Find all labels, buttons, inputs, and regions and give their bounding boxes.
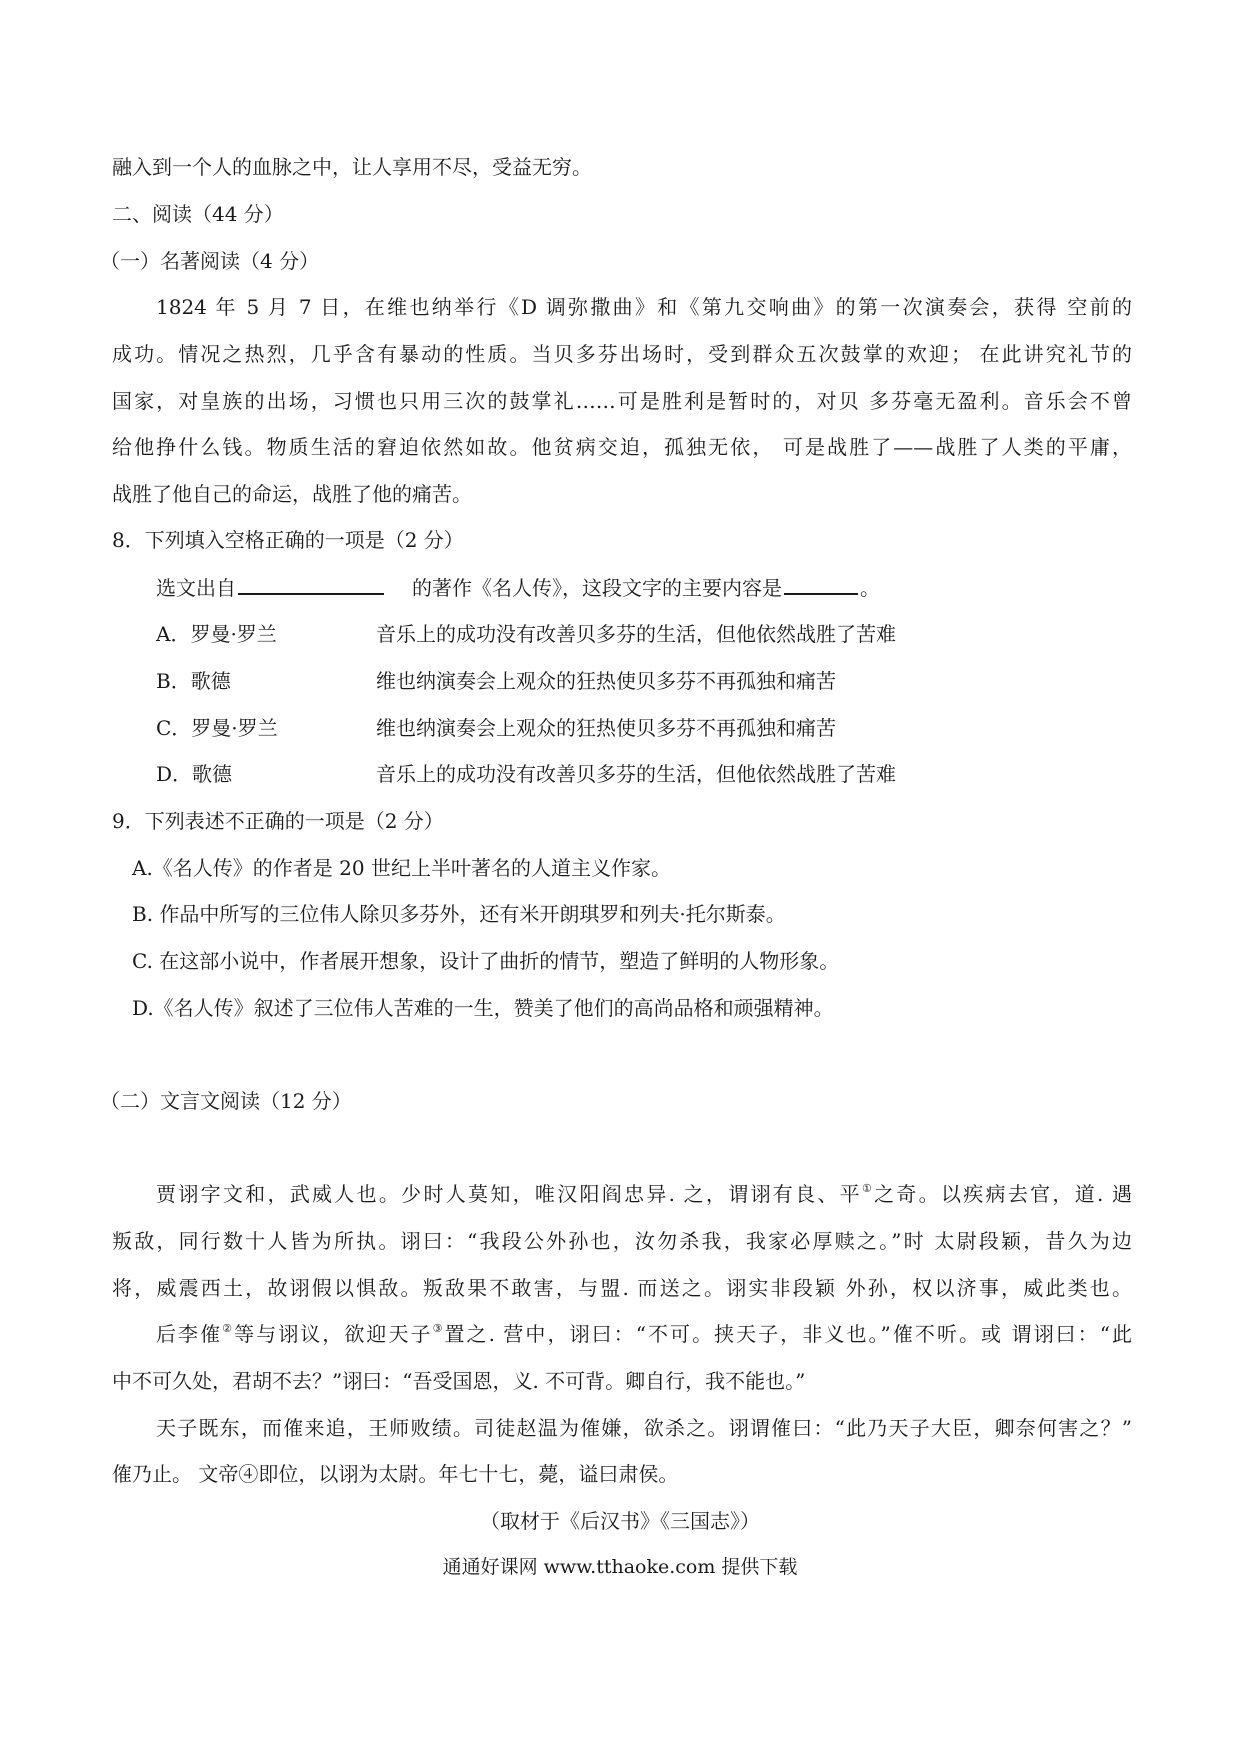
- option-b: [156, 667, 1176, 695]
- footnote-marker: ①: [861, 1182, 875, 1195]
- passage-text: 等与诩议，欲迎天子: [234, 1322, 433, 1346]
- question-8-stem: [156, 573, 1176, 602]
- option-c: [156, 714, 1176, 742]
- option-label: B．歌德: [156, 669, 231, 693]
- passage-line: 国家，对皇族的出场，习惯也只用三次的鼓掌礼……可是胜利是暂时的，对贝 多芬毫无盈利。音乐会不曾: [112, 389, 1132, 413]
- option-b: B. 作品中所写的三位伟人除贝多芬外，还有米开朗琪罗和列夫·托尔斯泰。: [132, 902, 786, 926]
- passage-line: 中不可久处，君胡不去？”诩曰：“吾受国恩，义. 不可背。卿自行，我不能也。”: [112, 1369, 806, 1393]
- passage-text: 贾诩字文和，武威人也。少时人莫知，唯汉阳阎忠异. 之，谓诩有良、平: [156, 1182, 862, 1206]
- subsection-heading-classical-chinese: （二）文言文阅读（12 分）: [100, 1089, 352, 1113]
- question-9: 9．下列表述不正确的一项是（2 分）: [112, 809, 444, 833]
- passage-line: 傕乃止。 文帝④即位，以诩为太尉。年七十七，薨，谥曰肃侯。: [112, 1462, 679, 1486]
- section-heading-reading: 二、阅读（44 分）: [112, 202, 284, 226]
- option-d: D.《名人传》叙述了三位伟人苦难的一生，赞美了他们的高尚品格和顽强精神。: [132, 996, 834, 1020]
- passage-line: 叛敌，同行数十人皆为所执。诩曰：“我段公外孙也，汝勿杀我，我家必厚赎之。”时 太尉段颖，昔久为边: [112, 1229, 1132, 1253]
- option-d: [156, 760, 1176, 788]
- option-a: [156, 620, 1176, 648]
- option-text: 音乐上的成功没有改善贝多芬的生活，但他依然战胜了苦难: [376, 622, 896, 646]
- passage-text: 置之. 营中，诩曰：“不可。挟天子，非义也。”傕不听。或 谓诩曰：“此: [444, 1322, 1133, 1346]
- page-footer: 通通好课网 www.tthaoke.com 提供下载: [442, 1556, 798, 1578]
- option-label: D．歌德: [156, 762, 233, 786]
- paragraph-line: 融入到一个人的血脉之中，让人享用不尽，受益无穷。: [112, 155, 592, 179]
- passage-text: 后李傕: [156, 1322, 223, 1346]
- passage-line: 1824 年 5 月 7 日，在维也纳举行《D 调弥撒曲》和《第九交响曲》的第一次演奏会，获得 空前的: [156, 295, 1132, 319]
- passage-line: 成功。情况之热烈，几乎含有暴动的性质。当贝多芬出场时，受到群众五次鼓掌的欢迎； 在此讲究礼节的: [112, 342, 1132, 366]
- footnote-marker: ②: [222, 1322, 235, 1335]
- passage-line: 将，威震西土，故诩假以惧敌。叛敌果不敢害，与盟. 而送之。诩实非段颖 外孙，权以济事，威此类也。: [112, 1276, 1132, 1300]
- stem-text: 。: [860, 576, 880, 600]
- option-text: 音乐上的成功没有改善贝多芬的生活，但他依然战胜了苦难: [376, 762, 896, 786]
- option-text: 维也纳演奏会上观众的狂热使贝多芬不再孤独和痛苦: [376, 669, 836, 693]
- passage-line: [156, 1320, 1132, 1348]
- answer-blank: [784, 573, 858, 595]
- option-text: 维也纳演奏会上观众的狂热使贝多芬不再孤独和痛苦: [376, 716, 836, 740]
- passage-line: 给他挣什么钱。物质生活的窘迫依然如故。他贫病交迫，孤独无依， 可是战胜了——战胜了人类的平庸，: [112, 435, 1132, 459]
- footnote-marker: ③: [432, 1322, 445, 1335]
- stem-text: 的著作《名人传》，这段文字的主要内容是: [412, 576, 782, 600]
- passage-line: 战胜了他自己的命运，战胜了他的痛苦。: [112, 482, 472, 506]
- stem-text: 选文出自: [156, 576, 236, 600]
- option-label: C．罗曼·罗兰: [156, 716, 278, 740]
- subsection-heading-classic-reading: （一）名著阅读（4 分）: [100, 249, 320, 273]
- passage-line: 天子既东，而傕来追，王师败绩。司徒赵温为傕嫌，欲杀之。诩谓傕曰：“此乃天子大臣，卿奈何害之？”: [156, 1416, 1132, 1440]
- source-citation: （取材于《后汉书》《三国志》）: [480, 1509, 760, 1533]
- option-label: A．罗曼·罗兰: [156, 622, 277, 646]
- passage-line: [156, 1180, 1132, 1208]
- option-c: C. 在这部小说中，作者展开想象，设计了曲折的情节，塑造了鲜明的人物形象。: [132, 949, 840, 973]
- question-8: 8．下列填入空格正确的一项是（2 分）: [112, 528, 464, 552]
- answer-blank: [238, 573, 384, 595]
- option-a: A.《名人传》的作者是 20 世纪上半叶著名的人道主义作家。: [132, 856, 671, 880]
- passage-text: 之奇。以疾病去官，道. 遇: [874, 1182, 1132, 1206]
